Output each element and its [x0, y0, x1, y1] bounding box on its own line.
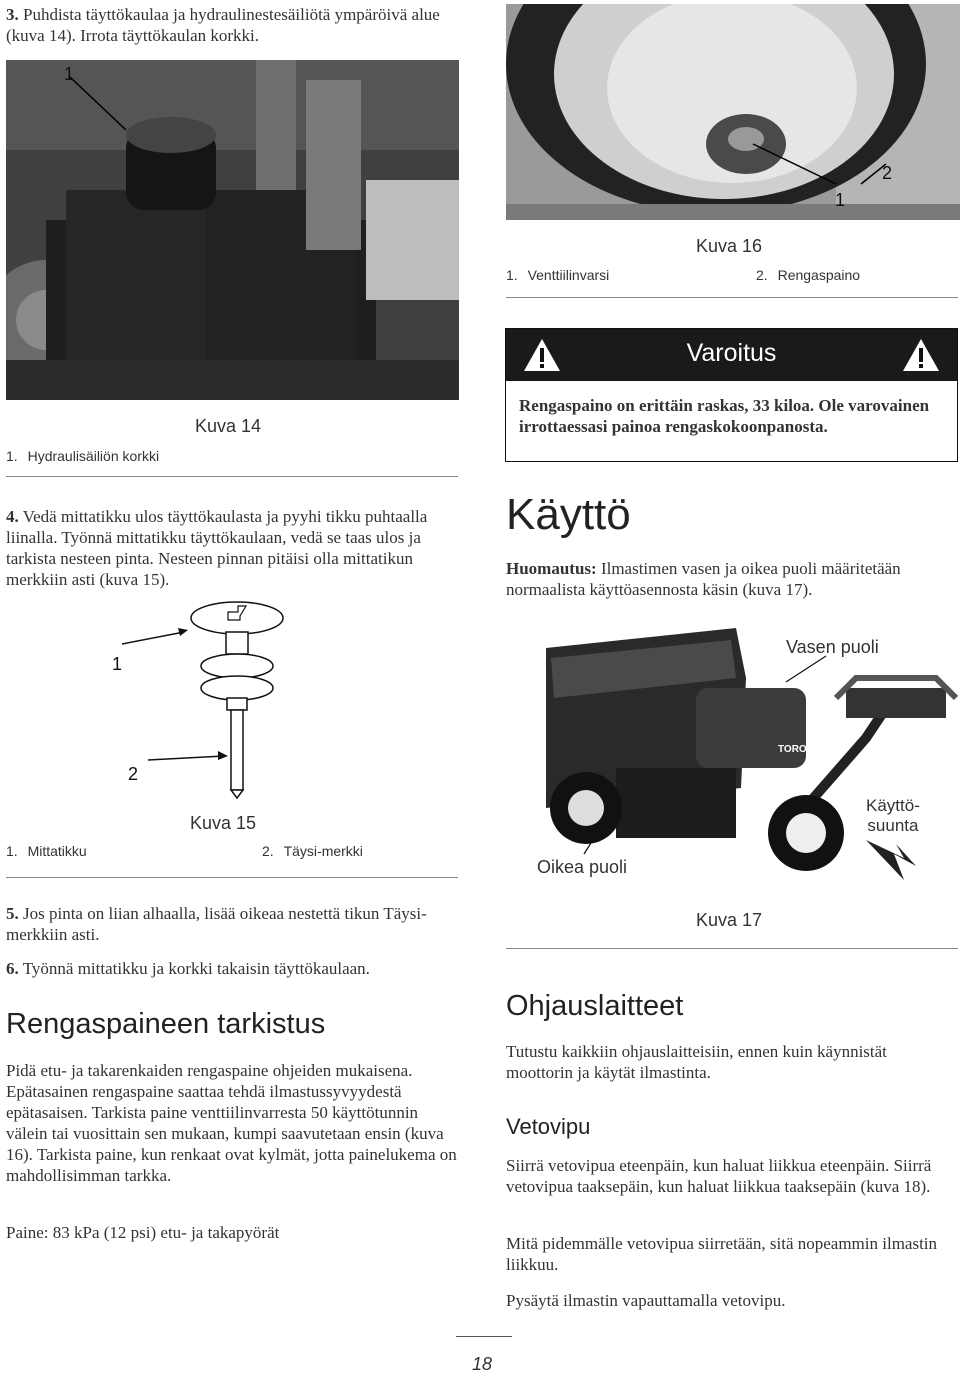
- figure-14-caption: [6, 448, 159, 464]
- footer-rule: [456, 1336, 512, 1337]
- step-text: Jos pinta on liian alhaalla, lisää oikeaa nestettä tikun Täysi-merkkiin asti.: [6, 904, 427, 944]
- figure-17-title: Kuva 17: [696, 910, 763, 930]
- figure-15-title: Kuva 15: [190, 813, 257, 833]
- figure-16-callout-2: 2: [882, 163, 893, 183]
- caption-text: Täysi-merkki: [283, 843, 363, 859]
- figure-14-title: Kuva 14: [195, 416, 262, 436]
- figure-16-caption-1: [506, 267, 609, 283]
- figure-15-drawing: [100, 600, 360, 810]
- note-text: Ilmastimen vasen ja oikea puoli määritetään normaalista käyttöasennosta käsin (kuva 17).: [506, 559, 901, 599]
- step-3: [6, 4, 456, 46]
- warning-box: [505, 328, 958, 462]
- right-side-label: Oikea puoli: [537, 857, 628, 877]
- step-text: Puhdista täyttökaulaa ja hydraulinestesäiliötä ympäröivä alue (kuva 14). Irrota täyttökaulan korkki.: [6, 5, 440, 45]
- tire-pressure-paragraph: Pidä etu- ja takarenkaiden rengaspaine ohjeiden mukaisena. Epätasainen rengaspaine saattaa tehdä ilmastussyvyydestä epätasaisen. Tarkista paine venttiilinvarresta 50 käyttötunnin välein tai vuosittain sen mukaan, kumpi saavutetaan ensin (kuva 16). Tarkista paine, kun renkaat ovat kylmät, jotta painelukema on mahdollisimman tarkka.: [6, 1061, 457, 1185]
- caption-text: Rengaspaino: [777, 267, 861, 283]
- step-text: Työnnä mittatikku ja korkki takaisin täyttökaulaan.: [22, 959, 370, 978]
- figure-14-rule: [6, 476, 458, 477]
- step-number: 6.: [6, 959, 19, 978]
- warning-icon: [901, 337, 941, 373]
- step-number: 5.: [6, 904, 19, 923]
- operation-heading: Käyttö: [506, 490, 631, 539]
- traction-lever-paragraph-2: Mitä pidemmälle vetovipua siirretään, sitä nopeammin ilmastin liikkuu.: [506, 1234, 938, 1274]
- step-text: Vedä mittatikku ulos täyttökaulasta ja pyyhi tikku puhtaalla liinalla. Työnnä mittatikku täyttökaulaan, vedä se taas ulos ja tarkista nesteen pinta. Nesteen pinnan pitäisi olla mittatikun merkkiin asti (kuva 15).: [6, 507, 428, 589]
- direction-label-line-2: suunta: [867, 816, 919, 835]
- direction-label: [866, 796, 920, 836]
- traction-lever-heading: Vetovipu: [506, 1114, 591, 1139]
- warning-title: Varoitus: [686, 339, 777, 367]
- figure-14-photo: [6, 60, 459, 400]
- warning-text: Rengaspaino on erittäin raskas, 33 kiloa. Ole varovainen irrottaessasi painoa rengaskokoonpanosta.: [519, 396, 930, 436]
- direction-label-line-1: Käyttö-: [866, 796, 920, 815]
- caption-number: 2.: [262, 843, 274, 859]
- controls-heading: Ohjauslaitteet: [506, 990, 684, 1022]
- note-label: Huomautus:: [506, 559, 597, 578]
- step-6: [6, 958, 456, 979]
- tire-pressure-value: Paine: 83 kPa (12 psi) etu- ja takapyörät: [6, 1223, 280, 1242]
- figure-16-callout-1: 1: [835, 190, 846, 210]
- brand-logo: TORO: [778, 744, 807, 755]
- caption-number: 1.: [6, 448, 18, 464]
- step-4: [6, 506, 456, 590]
- caption-text: Venttiilinvarsi: [527, 267, 610, 283]
- step-number: 4.: [6, 507, 19, 526]
- step-5: [6, 903, 456, 945]
- caption-text: Mittatikku: [27, 843, 87, 859]
- figure-16-rule: [506, 297, 958, 298]
- caption-text: Hydraulisäiliön korkki: [27, 448, 160, 464]
- left-side-label: Vasen puoli: [786, 637, 879, 657]
- figure-16-title: Kuva 16: [696, 236, 763, 256]
- caption-number: 2.: [756, 267, 768, 283]
- figure-15-rule: [6, 877, 458, 878]
- warning-header: [506, 329, 957, 381]
- step-number: 3.: [6, 5, 19, 24]
- page-number: 18: [472, 1354, 493, 1374]
- figure-16-caption-2: [756, 267, 860, 283]
- operation-note: [506, 558, 960, 600]
- traction-lever-paragraph-3: Pysäytä ilmastin vapauttamalla vetovipu.: [506, 1291, 786, 1310]
- figure-17-drawing: [506, 618, 960, 888]
- figure-15-caption-1: [6, 843, 87, 859]
- tire-pressure-heading: Rengaspaineen tarkistus: [6, 1008, 326, 1040]
- caption-number: 1.: [6, 843, 18, 859]
- figure-15-callout-2: 2: [128, 764, 139, 784]
- traction-lever-paragraph-1: Siirrä vetovipua eteenpäin, kun haluat liikkua eteenpäin. Siirrä vetovipua taaksepäin, kun haluat liikkua taaksepäin (kuva 18).: [506, 1156, 932, 1196]
- figure-16-photo: [506, 4, 960, 220]
- figure-15-callout-1: 1: [112, 654, 123, 674]
- figure-14-callout-1: 1: [64, 64, 75, 84]
- caption-number: 1.: [506, 267, 518, 283]
- controls-paragraph: Tutustu kaikkiin ohjauslaitteisiin, ennen kuin käynnistät moottorin ja käytät ilmastinta.: [506, 1042, 887, 1082]
- figure-15-caption-2: [262, 843, 363, 859]
- figure-17-rule: [506, 948, 958, 949]
